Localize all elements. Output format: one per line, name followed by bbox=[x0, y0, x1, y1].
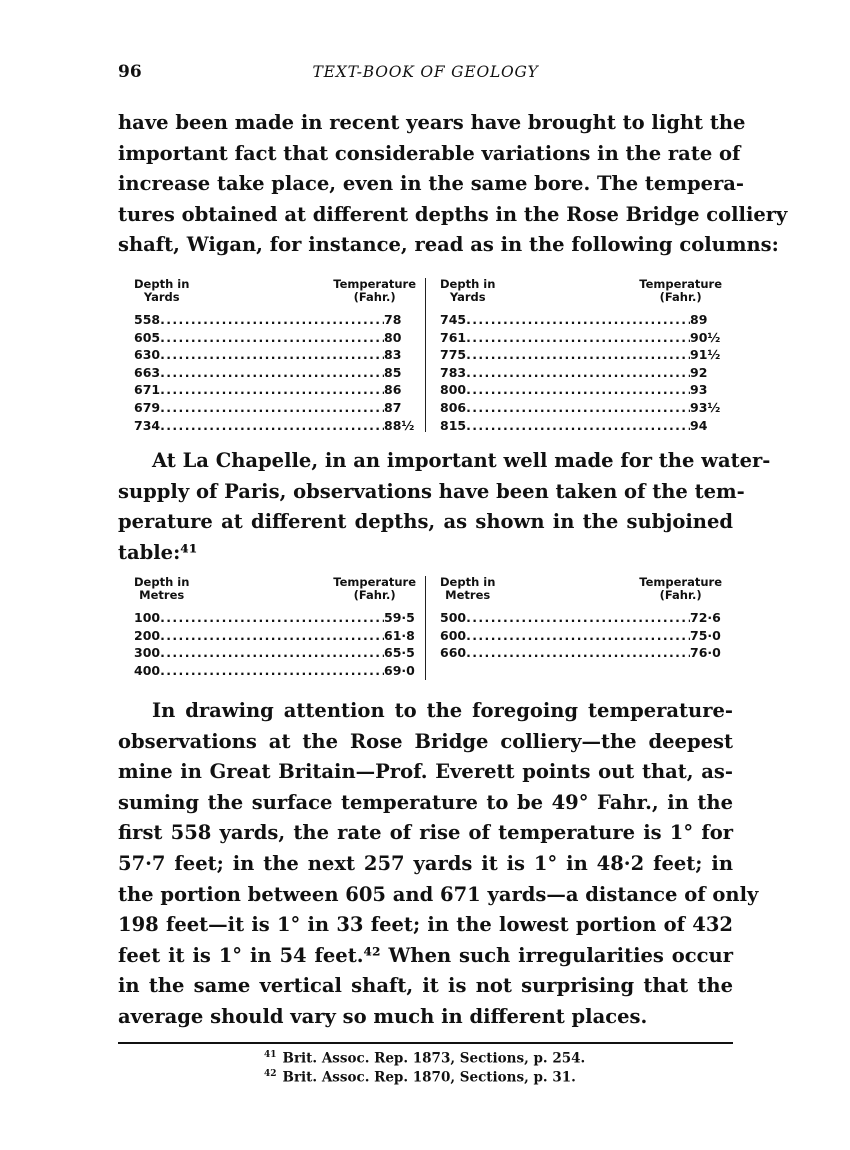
temperature-cell: 88½ bbox=[384, 417, 415, 433]
text-line: supply of Paris, observations have been taken of the tem- bbox=[118, 479, 745, 503]
text-line: shaft, Wigan, for instance, read as in the following columns: bbox=[118, 233, 779, 257]
leader-dots bbox=[466, 399, 690, 417]
footnote-41 bbox=[264, 1050, 585, 1067]
temperature-column-header bbox=[333, 576, 416, 602]
table-row bbox=[440, 627, 722, 645]
temperature-cell: 85 bbox=[384, 364, 402, 380]
column-divider bbox=[425, 278, 426, 432]
depth-column-header bbox=[134, 576, 189, 602]
table-row bbox=[134, 644, 416, 662]
leader-dots bbox=[466, 417, 690, 435]
text-line: have been made in recent years have brought to light the bbox=[118, 111, 746, 134]
leader-dots bbox=[160, 346, 384, 364]
text-line: perature at different depths, as shown in the subjoined bbox=[118, 510, 733, 534]
leader-dots bbox=[160, 609, 384, 627]
table-header bbox=[134, 576, 416, 606]
paragraph-1 bbox=[118, 108, 788, 261]
depth-cell: 783 bbox=[440, 364, 467, 380]
table-right-column bbox=[440, 278, 722, 432]
header-line: Depth in bbox=[440, 277, 496, 291]
leader-dots bbox=[466, 329, 690, 347]
text-line: feet it is 1° in 54 feet.⁴² When such irregularities occur bbox=[118, 943, 733, 967]
text-line: 198 feet—it is 1° in 33 feet; in the lowest portion of 432 bbox=[118, 913, 733, 937]
temperature-cell: 93½ bbox=[690, 399, 721, 415]
table-row bbox=[134, 364, 416, 382]
depth-cell: 671 bbox=[134, 382, 161, 398]
table-rows bbox=[440, 609, 722, 662]
depth-cell: 800 bbox=[440, 382, 467, 398]
temperature-cell: 91½ bbox=[690, 347, 721, 363]
temperature-cell: 69·0 bbox=[384, 662, 415, 678]
header-line: Temperature bbox=[333, 575, 416, 589]
table-row bbox=[134, 627, 416, 645]
temperature-column-header bbox=[639, 278, 722, 304]
temperature-cell: 59·5 bbox=[384, 610, 415, 625]
depth-cell: 605 bbox=[134, 329, 161, 345]
header-line: Metres bbox=[445, 588, 491, 602]
temperature-column-header bbox=[333, 278, 416, 304]
depth-column-header bbox=[440, 278, 495, 304]
leader-dots bbox=[160, 662, 384, 680]
leader-dots bbox=[160, 329, 384, 347]
table-row bbox=[440, 399, 722, 417]
depth-cell: 630 bbox=[134, 347, 161, 363]
depth-cell: 500 bbox=[440, 610, 467, 625]
depth-column-header bbox=[440, 576, 495, 602]
leader-dots bbox=[160, 399, 384, 417]
table-row bbox=[134, 346, 416, 364]
table-header bbox=[440, 576, 722, 606]
table-row bbox=[134, 609, 416, 627]
depth-cell: 745 bbox=[440, 312, 467, 327]
footnote-marker: 41 bbox=[264, 1050, 277, 1060]
table-rows bbox=[134, 609, 416, 679]
leader-dots bbox=[160, 644, 384, 662]
depth-cell: 679 bbox=[134, 399, 161, 415]
leader-dots bbox=[160, 417, 384, 435]
table-left-column bbox=[134, 278, 416, 432]
depth-cell: 660 bbox=[440, 645, 467, 661]
depth-column-header bbox=[134, 278, 189, 304]
leader-dots bbox=[466, 364, 690, 382]
table-row bbox=[440, 311, 722, 329]
depth-cell: 600 bbox=[440, 627, 467, 643]
column-divider bbox=[425, 576, 426, 680]
depth-temperature-table-yards bbox=[134, 278, 734, 432]
table-header bbox=[440, 278, 722, 308]
leader-dots bbox=[160, 627, 384, 645]
table-row bbox=[440, 329, 722, 347]
table-rows bbox=[440, 311, 722, 434]
depth-cell: 300 bbox=[134, 645, 161, 661]
depth-cell: 100 bbox=[134, 610, 161, 625]
table-header bbox=[134, 278, 416, 308]
header-line: Temperature bbox=[639, 277, 722, 291]
temperature-cell: 94 bbox=[690, 417, 708, 433]
leader-dots bbox=[466, 609, 690, 627]
temperature-cell: 72·6 bbox=[690, 610, 721, 625]
table-row bbox=[134, 662, 416, 680]
depth-cell: 775 bbox=[440, 347, 467, 363]
text-line: suming the surface temperature to be 49° Fahr., in the bbox=[118, 790, 733, 814]
page-number: 96 bbox=[118, 62, 142, 82]
text-line: important fact that considerable variations in the rate of bbox=[118, 141, 741, 165]
temperature-cell: 78 bbox=[384, 312, 402, 327]
table-row bbox=[440, 417, 722, 435]
text-line: At La Chapelle, in an important well made for the water- bbox=[152, 449, 771, 472]
text-line: table:⁴¹ bbox=[118, 540, 198, 564]
header-line: (Fahr.) bbox=[353, 290, 396, 304]
depth-cell: 761 bbox=[440, 329, 467, 345]
table-row bbox=[440, 381, 722, 399]
depth-cell: 815 bbox=[440, 417, 467, 433]
leader-dots bbox=[466, 381, 690, 399]
table-right-column bbox=[440, 576, 722, 680]
table-row bbox=[134, 399, 416, 417]
footnote-rule bbox=[118, 1042, 733, 1044]
leader-dots bbox=[160, 364, 384, 382]
footnote-text: Brit. Assoc. Rep. 1873, Sections, p. 254. bbox=[282, 1050, 586, 1067]
table-row bbox=[134, 329, 416, 347]
temperature-cell: 87 bbox=[384, 399, 402, 415]
depth-cell: 734 bbox=[134, 417, 161, 433]
table-rows bbox=[134, 311, 416, 434]
temperature-cell: 89 bbox=[690, 312, 708, 327]
table-row bbox=[440, 364, 722, 382]
leader-dots bbox=[466, 627, 690, 645]
temperature-cell: 61·8 bbox=[384, 627, 415, 643]
leader-dots bbox=[466, 346, 690, 364]
page-header bbox=[118, 62, 733, 88]
header-line: (Fahr.) bbox=[659, 588, 702, 602]
temperature-cell: 93 bbox=[690, 382, 708, 398]
temperature-cell: 75·0 bbox=[690, 627, 721, 643]
table-left-column bbox=[134, 576, 416, 680]
table-row bbox=[440, 346, 722, 364]
table-row bbox=[134, 381, 416, 399]
depth-cell: 400 bbox=[134, 662, 161, 678]
text-line: mine in Great Britain—Prof. Everett points out that, as- bbox=[118, 760, 733, 784]
leader-dots bbox=[160, 311, 384, 329]
footnote-text: Brit. Assoc. Rep. 1870, Sections, p. 31. bbox=[282, 1069, 576, 1086]
header-line: Yards bbox=[143, 290, 180, 304]
header-line: Depth in bbox=[134, 277, 190, 291]
text-line: average should vary so much in different places. bbox=[118, 1004, 648, 1028]
header-line: Temperature bbox=[639, 575, 722, 589]
temperature-cell: 90½ bbox=[690, 329, 721, 345]
header-line: Temperature bbox=[333, 277, 416, 291]
table-row bbox=[440, 644, 722, 662]
table-row bbox=[134, 311, 416, 329]
header-line: (Fahr.) bbox=[659, 290, 702, 304]
header-line: Depth in bbox=[134, 575, 190, 589]
header-line: Depth in bbox=[440, 575, 496, 589]
temperature-cell: 92 bbox=[690, 364, 708, 380]
text-line: first 558 yards, the rate of rise of temperature is 1° for bbox=[118, 821, 733, 845]
table-row bbox=[134, 417, 416, 435]
depth-cell: 663 bbox=[134, 364, 161, 380]
paragraph-3 bbox=[118, 696, 759, 1033]
leader-dots bbox=[160, 381, 384, 399]
temperature-cell: 86 bbox=[384, 382, 402, 398]
leader-dots bbox=[466, 644, 690, 662]
paragraph-2 bbox=[118, 446, 771, 568]
text-line: observations at the Rose Bridge colliery—the deepest bbox=[118, 729, 733, 753]
depth-temperature-table-metres bbox=[134, 576, 734, 680]
text-line: 57·7 feet; in the next 257 yards it is 1° in 48·2 feet; in bbox=[118, 851, 733, 875]
depth-cell: 200 bbox=[134, 627, 161, 643]
depth-cell: 558 bbox=[134, 312, 161, 327]
text-line: tures obtained at different depths in the Rose Bridge colliery bbox=[118, 202, 788, 226]
leader-dots bbox=[466, 311, 690, 329]
text-line: increase take place, even in the same bore. The tempera- bbox=[118, 172, 745, 196]
footnote-marker: 42 bbox=[264, 1069, 277, 1079]
temperature-column-header bbox=[639, 576, 722, 602]
table-row bbox=[440, 609, 722, 627]
temperature-cell: 80 bbox=[384, 329, 402, 345]
temperature-cell: 65·5 bbox=[384, 645, 415, 661]
header-line: Metres bbox=[139, 588, 185, 602]
depth-cell: 806 bbox=[440, 399, 467, 415]
text-line: In drawing attention to the foregoing temperature- bbox=[152, 699, 733, 722]
footnote-42 bbox=[264, 1069, 576, 1086]
text-line: the portion between 605 and 671 yards—a distance of only bbox=[118, 882, 759, 906]
running-title: TEXT-BOOK OF GEOLOGY bbox=[312, 63, 539, 81]
temperature-cell: 83 bbox=[384, 347, 402, 363]
temperature-cell: 76·0 bbox=[690, 645, 721, 661]
header-line: (Fahr.) bbox=[353, 588, 396, 602]
text-line: in the same vertical shaft, it is not surprising that the bbox=[118, 974, 733, 998]
header-line: Yards bbox=[449, 290, 486, 304]
